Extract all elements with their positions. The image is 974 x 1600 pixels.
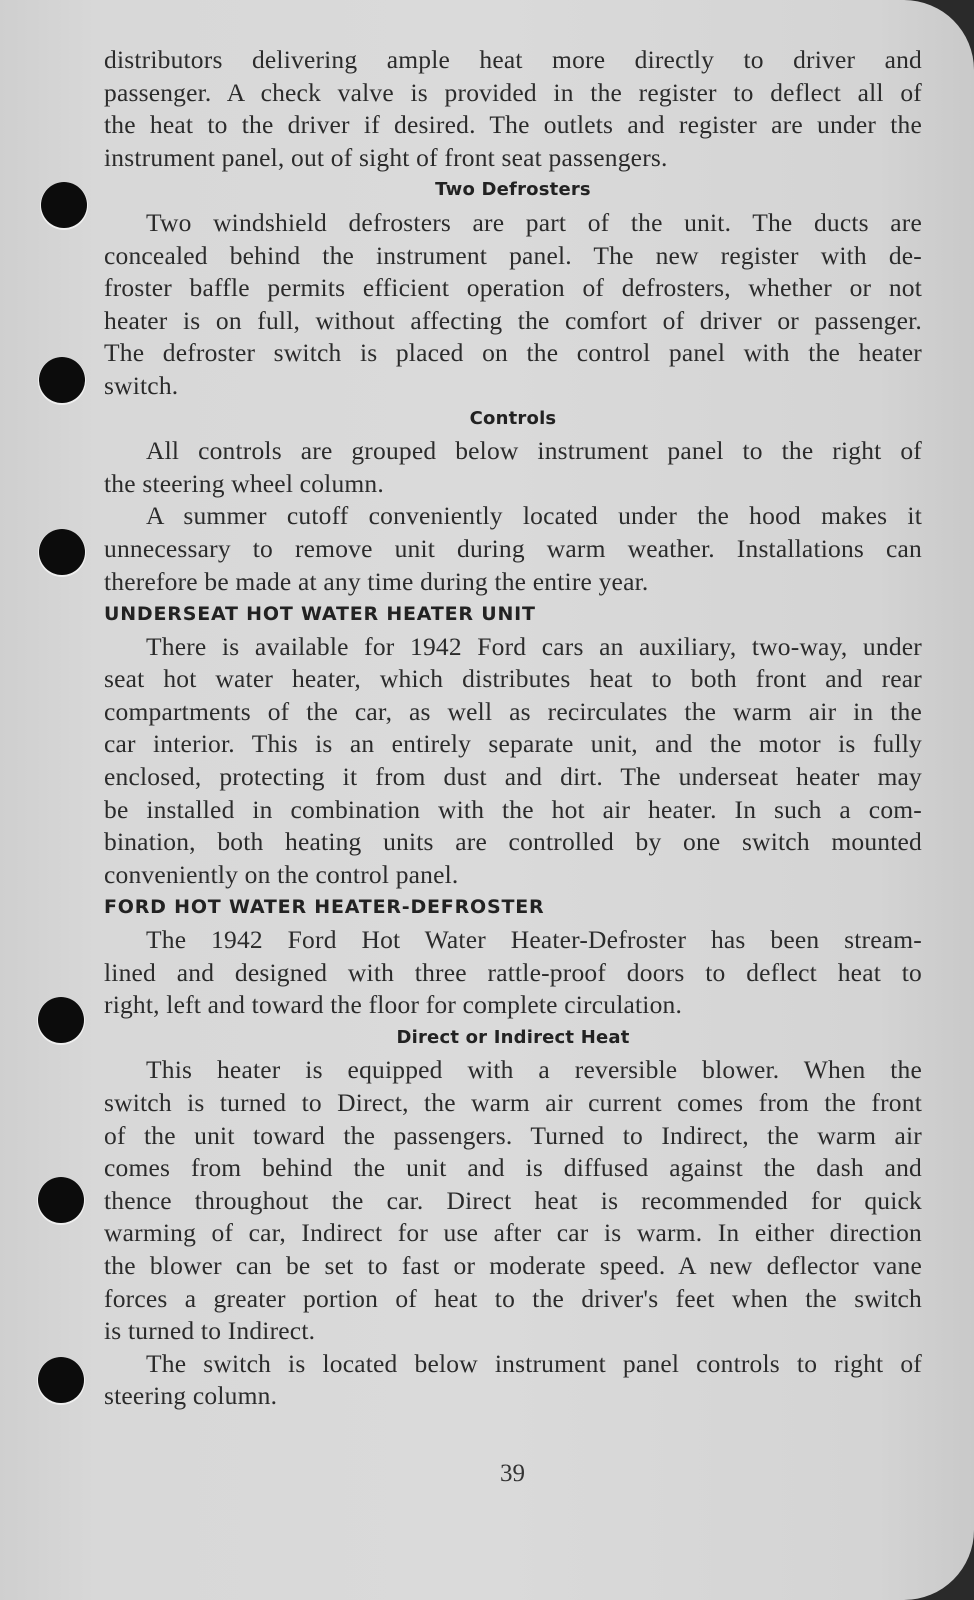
text-line: froster baffle permits efficient operation of defrosters, whether or not (104, 273, 922, 303)
text-line: compartments of the car, as well as recirculates the warm air in the (104, 696, 922, 726)
text-line: concealed behind the instrument panel. The new register with de- (104, 240, 922, 270)
text-line: Two windshield defrosters are part of the unit. The ducts are (146, 207, 922, 237)
binder-hole (38, 997, 84, 1043)
page-body (104, 44, 922, 1413)
text-line: lined and designed with three rattle-proof doors to deflect heat to (104, 957, 922, 987)
text-line: All controls are grouped below instrument panel to the right of (146, 436, 922, 466)
text-line: passenger. A check valve is provided in the register to deflect all of (104, 77, 922, 107)
text-line: A summer cutoff conveniently located under the hood makes it (146, 501, 922, 531)
binder-hole (38, 1357, 84, 1403)
text-line: instrument panel, out of sight of front seat passengers. (104, 142, 668, 172)
text-line: of the unit toward the passengers. Turned to Indirect, the warm air (104, 1120, 922, 1150)
text-line: the steering wheel column. (104, 468, 384, 498)
text-line: The 1942 Ford Hot Water Heater-Defroster has been stream- (146, 925, 922, 955)
subsection-heading: Direct or Indirect Heat (396, 1026, 630, 1048)
text-line: warming of car, Indirect for use after car is warm. In either direction (104, 1218, 922, 1248)
paragraph (104, 1348, 922, 1413)
section-heading: FORD HOT WATER HEATER-DEFROSTER (104, 896, 545, 919)
paragraph (104, 500, 922, 598)
text-line: switch. (104, 370, 179, 400)
text-line: thence throughout the car. Direct heat is recommended for quick (104, 1185, 922, 1215)
binder-hole (39, 357, 85, 403)
text-line: steering column. (104, 1381, 278, 1411)
text-line: distributors delivering ample heat more directly to driver and (104, 45, 922, 74)
binder-hole (41, 182, 87, 228)
text-line: seat hot water heater, which distributes heat to both front and rear (104, 664, 922, 694)
text-line: bination, both heating units are controlled by one switch mounted (104, 827, 922, 857)
paragraph (104, 924, 922, 1022)
text-line: the heat to the driver if desired. The outlets and register are under the (104, 110, 922, 140)
subsection-heading: Two Defrosters (435, 179, 591, 201)
text-line: forces a greater portion of heat to the driver's feet when the switch (104, 1283, 922, 1313)
text-line: the blower can be set to fast or moderate speed. A new deflector vane (104, 1250, 922, 1280)
text-line: conveniently on the control panel. (104, 859, 459, 889)
page-number: 39 (500, 1460, 525, 1487)
paragraph (104, 631, 922, 892)
text-line: enclosed, protecting it from dust and dirt. The underseat heater may (104, 762, 922, 792)
text-line: This heater is equipped with a reversible blower. When the (146, 1055, 922, 1085)
section-heading: UNDERSEAT HOT WATER HEATER UNIT (104, 603, 536, 626)
text-line: is turned to Indirect. (104, 1316, 316, 1346)
paragraph (104, 435, 922, 500)
binder-hole (39, 529, 85, 575)
text-line: therefore be made at any time during the entire year. (104, 566, 649, 596)
binder-hole (38, 1177, 84, 1223)
text-line: switch is turned to Direct, the warm air current comes from the front (104, 1088, 922, 1117)
subsection-heading: Controls (469, 407, 557, 429)
text-line: car interior. This is an entirely separate unit, and the motor is fully (104, 729, 922, 759)
text-line: The defroster switch is placed on the control panel with the heater (104, 338, 922, 368)
paragraph (104, 1054, 922, 1347)
text-line: unnecessary to remove unit during warm weather. Installations can (104, 533, 922, 563)
text-line: comes from behind the unit and is diffused against the dash and (104, 1153, 922, 1183)
text-line: heater is on full, without affecting the comfort of driver or passenger. (104, 305, 922, 335)
text-line: There is available for 1942 Ford cars an auxiliary, two-way, under (146, 631, 922, 661)
text-line: be installed in combination with the hot air heater. In such a com- (104, 794, 922, 824)
paragraph (104, 207, 922, 403)
paragraph (104, 44, 922, 174)
text-line: The switch is located below instrument panel controls to right of (146, 1348, 922, 1378)
text-line: right, left and toward the floor for complete circulation. (104, 990, 683, 1020)
